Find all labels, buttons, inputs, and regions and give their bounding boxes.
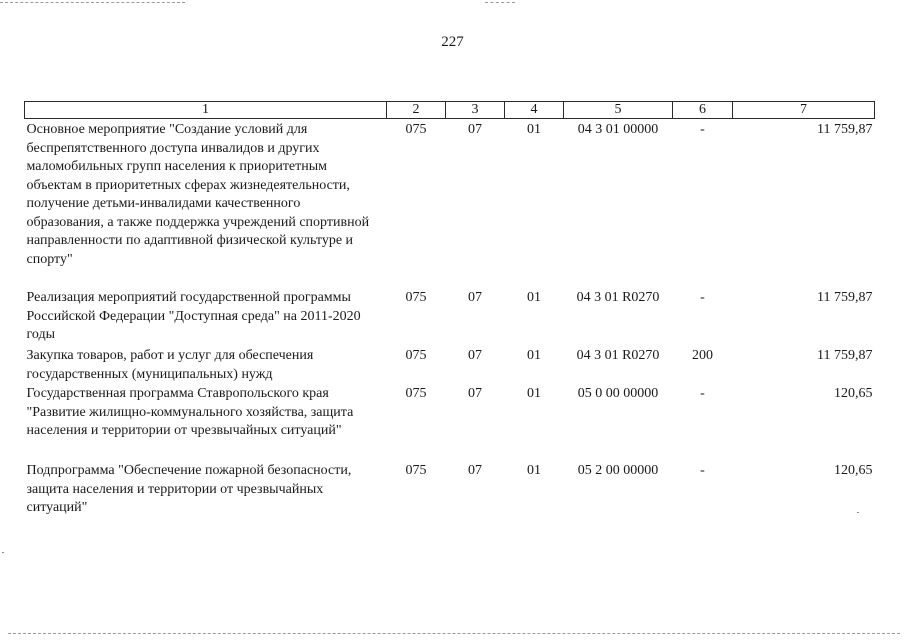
amount: 11 759,87 (817, 122, 873, 137)
ministry-code: 075 (405, 122, 427, 137)
scan-artifact-bottom (8, 633, 900, 634)
section-code: 07 (468, 122, 482, 137)
ministry-code: 075 (405, 348, 427, 363)
column-header: 2 (387, 102, 446, 119)
expense-type-code: - (700, 386, 705, 401)
subsection-code: 01 (527, 386, 541, 401)
target-article-code: 05 0 00 00000 (577, 386, 659, 401)
table-row (25, 347, 875, 385)
expense-type-code: - (700, 122, 705, 137)
table-row (25, 289, 875, 347)
column-header: 5 (564, 102, 673, 119)
page-number: 227 (441, 34, 464, 50)
ministry-code: 075 (405, 290, 427, 305)
expense-type-code: - (700, 463, 705, 478)
scan-speck (2, 552, 4, 553)
amount: 120,65 (834, 463, 873, 478)
budget-table (24, 101, 875, 518)
row-name: Закупка товаров, работ и услуг для обеспечения государственных (муниципальных) нужд (26, 348, 314, 382)
table-row (25, 119, 875, 290)
target-article-code: 04 3 01 R0270 (576, 290, 660, 305)
subsection-code: 01 (527, 463, 541, 478)
row-name: Государственная программа Ставропольского края "Развитие жилищно-коммунального хозяйства, защита населения и территории от чрезвычайных ситуаций" (26, 386, 354, 438)
section-code: 07 (468, 386, 482, 401)
column-header: 4 (505, 102, 564, 119)
amount: 120,65 (834, 386, 873, 401)
subsection-code: 01 (527, 348, 541, 363)
table-header-row (25, 102, 875, 119)
scan-speck (857, 512, 859, 513)
expense-type-code: 200 (692, 348, 713, 363)
scan-artifact-top-left (0, 2, 185, 3)
column-header: 7 (733, 102, 875, 119)
amount: 11 759,87 (817, 290, 873, 305)
scan-artifact-top-center (485, 2, 515, 3)
table-row (25, 385, 875, 462)
column-header: 1 (25, 102, 387, 119)
ministry-code: 075 (405, 386, 427, 401)
target-article-code: 04 3 01 00000 (577, 122, 659, 137)
subsection-code: 01 (527, 122, 541, 137)
row-name: Реализация мероприятий государственной программы Российской Федерации "Доступная среда" на 2011-2020 годы (26, 290, 361, 342)
target-article-code: 04 3 01 R0270 (576, 348, 660, 363)
column-header: 6 (673, 102, 733, 119)
target-article-code: 05 2 00 00000 (577, 463, 659, 478)
column-header: 3 (446, 102, 505, 119)
row-name: Основное мероприятие "Создание условий для беспрепятственного доступа инвалидов и других маломобильных групп населения к приоритетным объектам в приоритетных сферах жизнедеятельности, получение детьми-инвалидами качественного образования, а также поддержка учреждений спортивной направленности по адаптивной физической культуре и спорту" (26, 122, 370, 267)
subsection-code: 01 (527, 290, 541, 305)
section-code: 07 (468, 290, 482, 305)
table-row (25, 462, 875, 518)
amount: 11 759,87 (817, 348, 873, 363)
section-code: 07 (468, 348, 482, 363)
section-code: 07 (468, 463, 482, 478)
expense-type-code: - (700, 290, 705, 305)
row-name: Подпрограмма "Обеспечение пожарной безопасности, защита населения и территории от чрезвычайных ситуаций" (26, 463, 352, 515)
ministry-code: 075 (405, 463, 427, 478)
